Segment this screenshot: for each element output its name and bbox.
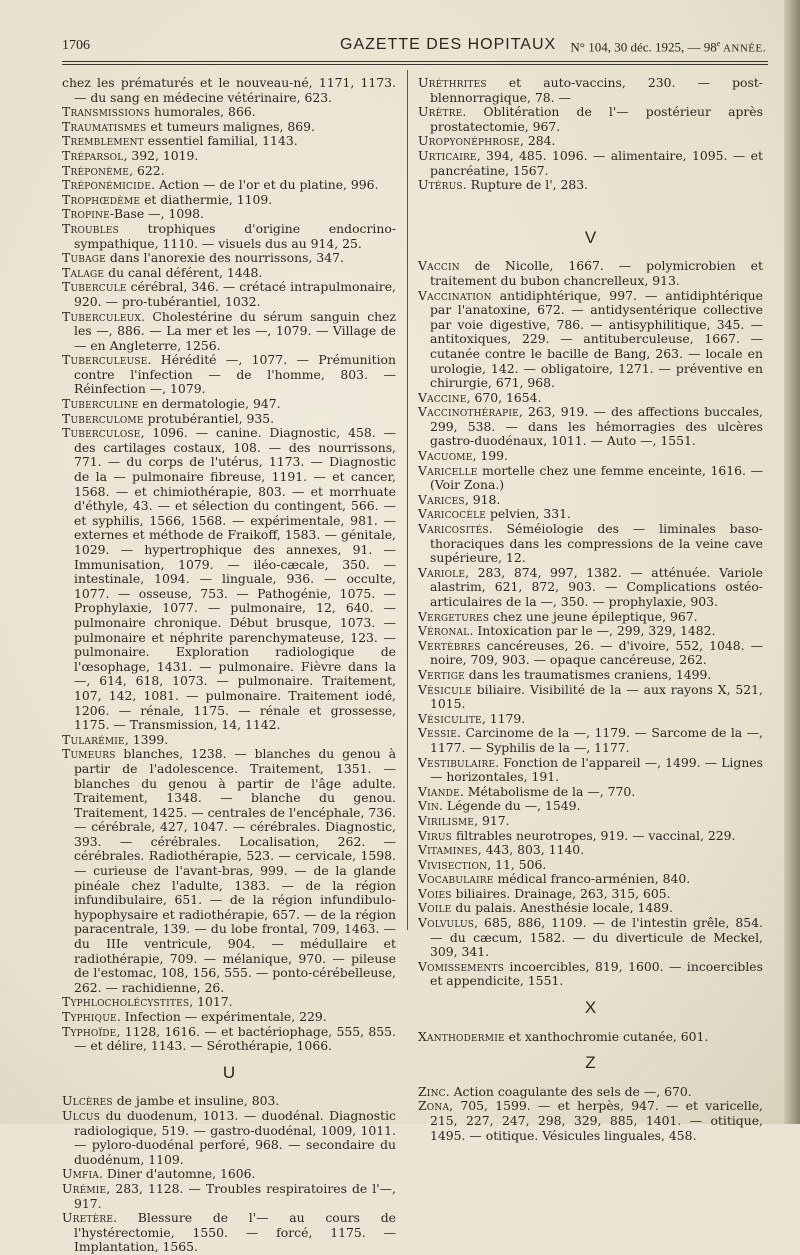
entry-keyword: Tularémie (62, 731, 125, 747)
entry-keyword: Vestibulaire (418, 754, 496, 770)
entry-keyword: Virus (418, 827, 453, 843)
entry-references: du canal déférent, 1448. (104, 264, 263, 280)
entry-references: et auto-vaccins, 230. — post-blennorragique, 78. — (430, 75, 763, 105)
section-letter: Z (585, 1053, 596, 1073)
index-entry (418, 177, 763, 193)
index-entry (418, 506, 763, 522)
entry-keyword: Viande (418, 783, 460, 799)
index-entry (62, 1009, 396, 1025)
entry-references: . Diner d'automne, 1606. (98, 1166, 256, 1182)
index-entry (418, 681, 763, 712)
entry-references: trophiques d'origine endocrino-sympathique, 1110. — visuels dus au 914, 25. (74, 220, 396, 251)
entry-keyword: Ulcus (62, 1107, 101, 1123)
entry-references: chez les prématurés et le nouveau-né, 1171, 1173. — du sang en médecine vétérinaire, 623. (62, 75, 396, 105)
entry-keyword: Urètre (418, 104, 463, 120)
entry-references: , 1096. — canine. Diagnostic, 458. — des cartilages costaux, 108. — des nourrissons, 771. — du corps de l'utérus, 1173. — Diagnostic de la — pulmonaire fibreuse, 1191. — et cancer, 1568. — et chimiothérapie, 803. — et morrhuate d'éthyle, 43. — et sélection du contingent, 566. — et syphilis, 1566, 1568. — expérimentale, 981. — externes et méthode de Fraikoff, 1583. — génitale, 1029. — hypertrophique des annexes, 91. — Immunisation, 1079. — iléo-cæcale, 350. — intestinale, 1094. — linguale, 936. — occulte, 1077. — osseuse, 753. — Pathogénie, 1075. — Prophylaxie, 1077. — pulmonaire, 12, 640. — pulmonaire chronique. Début brusque, 1073. — pulmonaire et néphrite parenchymateuse, 123. — pulmonaire. Exploration radiologique de l'œsophage, 1431. — pulmonaire. Fièvre dans la —, 614, 618, 1073. — pulmonaire. Traitement, 107, 142, 1081. — pulmonaire. Traitement iodé, 1206. — rénale, 1175. — rénale et grossesse, 1175. — Transmission, 14, 1142. (74, 425, 396, 733)
index-entry (418, 798, 763, 814)
index-entry (62, 731, 396, 748)
index-entry (62, 1180, 396, 1211)
entry-references: . Hérédité —, 1077. — Prémunition contre l'infection — de l'homme, 803. — Réinfection —, 1079. (74, 352, 396, 397)
entry-keyword: Tubage (62, 250, 106, 266)
entry-keyword: Tremblement (62, 133, 144, 149)
entry-references: , 199. (472, 448, 508, 464)
entry-keyword: Urticaire (418, 147, 477, 163)
entry-references: , 705, 1599. — et herpès, 947. — et varicelle, 215, 227, 247, 298, 329, 885, 1401. — otitique, 1495. — otitique. Vésicules linguales, 458. (430, 1098, 763, 1143)
entry-references: mortelle chez une femme enceinte, 1616. — (Voir Zona.) (430, 462, 763, 493)
entry-references: cancéreuses, 26. — d'ivoire, 552, 1048. — noire, 709, 903. — opaque cancéreuse, 262. (430, 637, 763, 668)
entry-keyword: Vertèbres (418, 637, 481, 653)
entry-references: , 392, 1019. (123, 147, 199, 163)
index-entry (62, 147, 396, 164)
entry-references: de jambe et insuline, 803. (112, 1093, 280, 1109)
entry-keyword: Tuberculeuse (62, 352, 148, 368)
index-entry (418, 608, 763, 625)
index-entry (62, 250, 396, 266)
entry-references: . Infection — expérimentale, 229. (116, 1009, 327, 1024)
entry-references: blanches, 1238. — blanches du genou à partir de l'adolescence. Traitement, 1351. — blanches du genou à partir de l'âge adulte. Traitement, 1348. — blanche du genou. Traitement, 1425. — centrales de l'encéphale, 736. — cérébrale, 427, 1047. — cérébrales. Diagnostic, 393. — cérébrales. Localisation, 262. — cérébrales. Radiothérapie, 523. — cervicale, 1598. — curieuse de l'avant-bras, 999. — de la glande pinéale chez l'adulte, 1383. — de la région infundibulaire, 651. — de la région infundibulo-hypophysaire et radiothérapie, 657. — de la région paracentrale, 139. — du lobe frontal, 709, 1463. — du IIIe ventricule, 904. — médullaire et radiothérapie, 709. — mélanique, 970. — pileuse de l'estomac, 108, 156, 555. — ponto-cérébelleuse, 262. — rachidienne, 26. (74, 746, 396, 995)
index-entry (62, 220, 396, 251)
entry-keyword: Vocabulaire (418, 871, 494, 887)
entry-keyword: Typhoïde (62, 1023, 117, 1039)
index-entry (418, 885, 763, 902)
column-divider (407, 70, 408, 930)
entry-keyword: Uropyonéphrose (418, 133, 521, 149)
entry-keyword: Vésiculite (418, 710, 482, 726)
entry-keyword: Uretère (62, 1210, 114, 1226)
entry-keyword: Typhique (62, 1009, 117, 1024)
entry-references: , 918. (464, 491, 501, 507)
entry-keyword: Varicocèle (418, 506, 487, 522)
index-entry (62, 191, 396, 208)
entry-references: , 283, 874, 997, 1382. — atténuée. Variole alastrim, 621, 872, 903. — Complications ostéo-articulaires de la —, 350. — prophylaxie, 903. (430, 564, 763, 609)
entry-references: et tumeurs malignes, 869. (146, 118, 315, 134)
index-entry (418, 827, 763, 844)
header-rule-bottom (62, 64, 768, 65)
index-entry (418, 900, 763, 916)
entry-references: en dermatologie, 947. (138, 396, 281, 412)
entry-keyword: Voile (418, 900, 452, 916)
entry-references: dans l'anorexie des nourrissons, 347. (105, 250, 344, 266)
entry-keyword: Transmissions (62, 104, 151, 120)
spacer (418, 193, 763, 219)
entry-references: , 443, 803, 1140. (477, 842, 585, 858)
entry-keyword: Volvulus (418, 915, 475, 931)
index-column-left (62, 76, 396, 1255)
entry-references: . Intoxication par le —, 299, 329, 1482. (469, 623, 716, 639)
entry-references: , 685, 886, 1109. — de l'intestin grêle, 854. — du cæcum, 1582. — du diverticule de Meckel, 309, 341. (430, 915, 763, 960)
entry-keyword: Traumatismes (62, 118, 147, 134)
entry-references: , 1128, 1616. — et bactériophage, 555, 855. — et délire, 1143. — Sérothérapie, 1066. (74, 1023, 396, 1054)
entry-keyword: Tumeurs (62, 746, 116, 762)
entry-references: , 284. (520, 133, 556, 149)
entry-references: . Rupture de l', 283. (462, 177, 589, 193)
index-entry (62, 746, 396, 995)
index-entry (418, 915, 763, 960)
entry-keyword: Typhlocholécystites (62, 994, 190, 1010)
index-entry (62, 104, 396, 120)
index-entry (418, 856, 763, 873)
entry-references: cérébral, 346. — crétacé intrapulmonaire, 920. — pro-tubérantiel, 1032. (74, 279, 396, 309)
page-edge-shadow (784, 0, 800, 1124)
index-entry (418, 564, 763, 610)
entry-references: filtrables neurotropes, 919. — vaccinal, 229. (452, 827, 736, 843)
index-entry (62, 410, 396, 427)
index-entry (418, 1098, 763, 1143)
entry-keyword: Talage (62, 264, 105, 280)
index-entry (62, 162, 396, 179)
entry-keyword: Tuberculine (62, 396, 139, 412)
entry-references: médical franco-arménien, 840. (493, 871, 691, 887)
entry-keyword: Troubles (62, 220, 119, 236)
entry-references: , 622. (129, 162, 165, 178)
index-entry (62, 396, 396, 412)
entry-keyword: Varicelle (418, 462, 478, 478)
section-letter: U (222, 1062, 236, 1082)
entry-keyword: Vertige (418, 666, 465, 682)
entry-references: chez une jeune épileptique, 967. (489, 608, 698, 624)
index-entry (62, 1107, 396, 1167)
index-entry (418, 75, 763, 105)
entry-references: du palais. Anesthésie locale, 1489. (451, 900, 673, 916)
entry-references: antidiphtérique, 997. — antidiphtérique par l'anatoxine, 672. — antidysentérique collective par voie digestive, 786. — antisyphilitique, 345. — antitoxiques, 229. — antituberculeuse, 1667. — cutanée contre le bacille de Bang, 263. — locale en urologie, 142. — obligatoire, 1271. — préventive en chirurgie, 671, 968. (430, 287, 763, 391)
entry-keyword: Tuberculose (62, 425, 141, 441)
issue-info (570, 39, 766, 55)
entry-keyword: Voies (418, 885, 452, 901)
index-entry (418, 812, 763, 829)
index-entry (418, 104, 763, 134)
entry-references: biliaires. Drainage, 263, 315, 605. (451, 885, 671, 901)
entry-keyword: Tréponème (62, 162, 130, 178)
entry-references: protubérantiel, 935. (143, 410, 275, 426)
entry-keyword: Vacuome (418, 448, 473, 464)
entry-keyword: Tropine (62, 206, 110, 222)
index-entry (418, 623, 763, 639)
index-entry (418, 637, 763, 668)
entry-references: , 1399. (124, 731, 169, 747)
entry-keyword: Vin (418, 798, 439, 814)
entry-references: , 1179. (481, 710, 526, 726)
entry-references: dans les traumatismes craniens, 1499. (464, 666, 712, 682)
entry-references: . Action coagulante des sels de —, 670. (445, 1083, 692, 1099)
index-entry (418, 491, 763, 508)
entry-references: , 263, 919. — des affections buccales, 299, 538. — dans les hémorragies des ulcères gastro-duodénaux, 1011. — Auto —, 1551. (430, 404, 763, 449)
entry-keyword: Uréthrites (418, 75, 487, 90)
index-entry (62, 206, 396, 222)
entry-references: . Séméiologie des — liminales baso-thoraciques dans les compressions de la veine cave supérieure, 12. (430, 521, 763, 566)
index-entry (62, 352, 396, 397)
section-letter: V (584, 227, 597, 247)
index-entry (418, 754, 763, 785)
entry-keyword: Tréparsol (62, 147, 124, 163)
index-entry (418, 783, 763, 800)
entry-keyword: Vitamines (418, 842, 478, 858)
index-entry (418, 258, 763, 288)
index-entry (418, 871, 763, 887)
entry-references: , 394, 485. 1096. — alimentaire, 1095. — et pancréatine, 1567. (430, 147, 763, 178)
header-rule-top (62, 61, 768, 62)
entry-references: . Fonction de l'appareil —, 1499. — Lignes — horizontales, 191. (430, 754, 763, 785)
entry-references: . Blessure de l'— au cours de l'hystérectomie, 1550. — forcé, 1175. — Implantation, 1565. (74, 1210, 396, 1255)
entry-keyword: Varicosités (418, 521, 489, 537)
index-entry (418, 287, 763, 391)
issue-number-date: N° 104, 30 déc. 1925, — 98 (570, 39, 717, 55)
index-entry (62, 75, 396, 105)
entry-keyword: Umfia (62, 1166, 99, 1182)
entry-references: -Base —, 1098. (109, 206, 204, 222)
entry-keyword: Zinc (418, 1083, 446, 1099)
entry-references: essentiel familial, 1143. (143, 133, 298, 149)
journal-title: GAZETTE DES HOPITAUX (340, 36, 557, 53)
entry-keyword: Zona (418, 1098, 450, 1114)
index-entry (62, 133, 396, 149)
index-entry (418, 133, 763, 149)
entry-references: du duodenum, 1013. — duodénal. Diagnostic radiologique, 519. — gastro-duodénal, 1009, 1011. — pyloro-duodénal perforé, 968. — secondaire du duodénum, 1109. (74, 1107, 396, 1167)
entry-references: , 11, 506. (487, 856, 547, 872)
index-entry (418, 147, 763, 178)
index-entry (418, 710, 763, 727)
issue-superscript: e (716, 39, 721, 48)
entry-references: , 917. (474, 812, 510, 828)
entry-keyword: Vaccine (418, 389, 467, 405)
entry-keyword: Vaccin (418, 258, 460, 274)
index-entry (418, 842, 763, 858)
index-entry (62, 1166, 396, 1182)
issue-annee: ANNÉE. (720, 42, 766, 55)
entry-references: , 283, 1128. — Troubles respiratoires de l'—, 917. (74, 1180, 396, 1211)
entry-references: biliaire. Visibilité de la — aux rayons X, 521, 1015. (430, 681, 763, 712)
running-header (62, 36, 766, 58)
entry-keyword: Virilisme (418, 812, 475, 828)
entry-keyword: Trophœdème (62, 191, 141, 207)
index-entry (418, 1028, 763, 1045)
index-entry (62, 994, 396, 1010)
entry-references: pelvien, 331. (486, 506, 571, 522)
index-entry (62, 264, 396, 281)
page-number: 1706 (62, 38, 90, 53)
index-entry (418, 521, 763, 566)
entry-keyword: Variole (418, 564, 466, 580)
entry-keyword: Xanthodermie (418, 1028, 505, 1044)
entry-keyword: Utérus (418, 177, 463, 193)
entry-references: . Légende du —, 1549. (438, 798, 581, 814)
entry-keyword: Vivisection (418, 856, 488, 872)
entry-keyword: Véronal (418, 623, 470, 639)
index-entry (62, 118, 396, 135)
index-entry (418, 389, 763, 406)
entry-keyword: Tuberculeux (62, 308, 142, 324)
entry-references: . Oblitération de l'— postérieur après prostatectomie, 967. (430, 104, 763, 134)
section-letter: X (584, 998, 597, 1018)
entry-references: incoercibles, 819, 1600. — incoercibles et appendicite, 1551. (430, 958, 763, 989)
entry-keyword: Vésicule (418, 681, 472, 697)
index-entry (62, 425, 396, 733)
entry-references: de Nicolle, 1667. — polymicrobien et traitement du bubon chancrelleux, 913. (430, 258, 763, 288)
index-entry (418, 1083, 763, 1100)
index-entry (418, 448, 763, 464)
index-entry (62, 279, 396, 309)
index-entry (62, 1023, 396, 1054)
entry-keyword: Varices (418, 491, 465, 507)
entry-references: et diathermie, 1109. (140, 191, 273, 207)
index-entry (62, 308, 396, 354)
entry-keyword: Vergetures (418, 608, 490, 624)
entry-references: . Carcinome de la —, 1179. — Sarcome de la —, 1177. — Syphilis de la —, 1177. (430, 725, 763, 755)
entry-keyword: Vaccination (418, 287, 492, 303)
index-entry (418, 462, 763, 493)
entry-references: , 670, 1654. (466, 389, 542, 405)
entry-keyword: Tubercule (62, 279, 127, 295)
index-entry (418, 958, 763, 989)
entry-references: . Cholestérine du sérum sanguin chez les —, 886. — La mer et les —, 1079. — Village de — en Angleterre, 1256. (74, 308, 396, 353)
index-column-right (418, 76, 763, 1143)
entry-references: . Action — de l'or et du platine, 996. (151, 177, 379, 193)
entry-keyword: Urémie (62, 1180, 107, 1196)
entry-references: , 1017. (189, 994, 233, 1010)
entry-keyword: Tréponémicide (62, 177, 152, 193)
entry-keyword: Vaccinothérapie (418, 404, 519, 420)
index-entry (62, 1093, 396, 1109)
entry-keyword: Vessie (418, 725, 458, 741)
entry-references: et xanthochromie cutanée, 601. (504, 1028, 709, 1044)
entry-references: . Métabolisme de la —, 770. (459, 783, 636, 799)
index-entry (62, 177, 396, 193)
entry-keyword: Ulcères (62, 1093, 113, 1109)
index-entry (418, 666, 763, 683)
entry-keyword: Tuberculome (62, 410, 144, 426)
entry-keyword: Vomissements (418, 958, 505, 974)
index-entry (418, 725, 763, 755)
index-entry (418, 404, 763, 449)
entry-references: humorales, 866. (150, 104, 256, 120)
index-entry (62, 1210, 396, 1255)
